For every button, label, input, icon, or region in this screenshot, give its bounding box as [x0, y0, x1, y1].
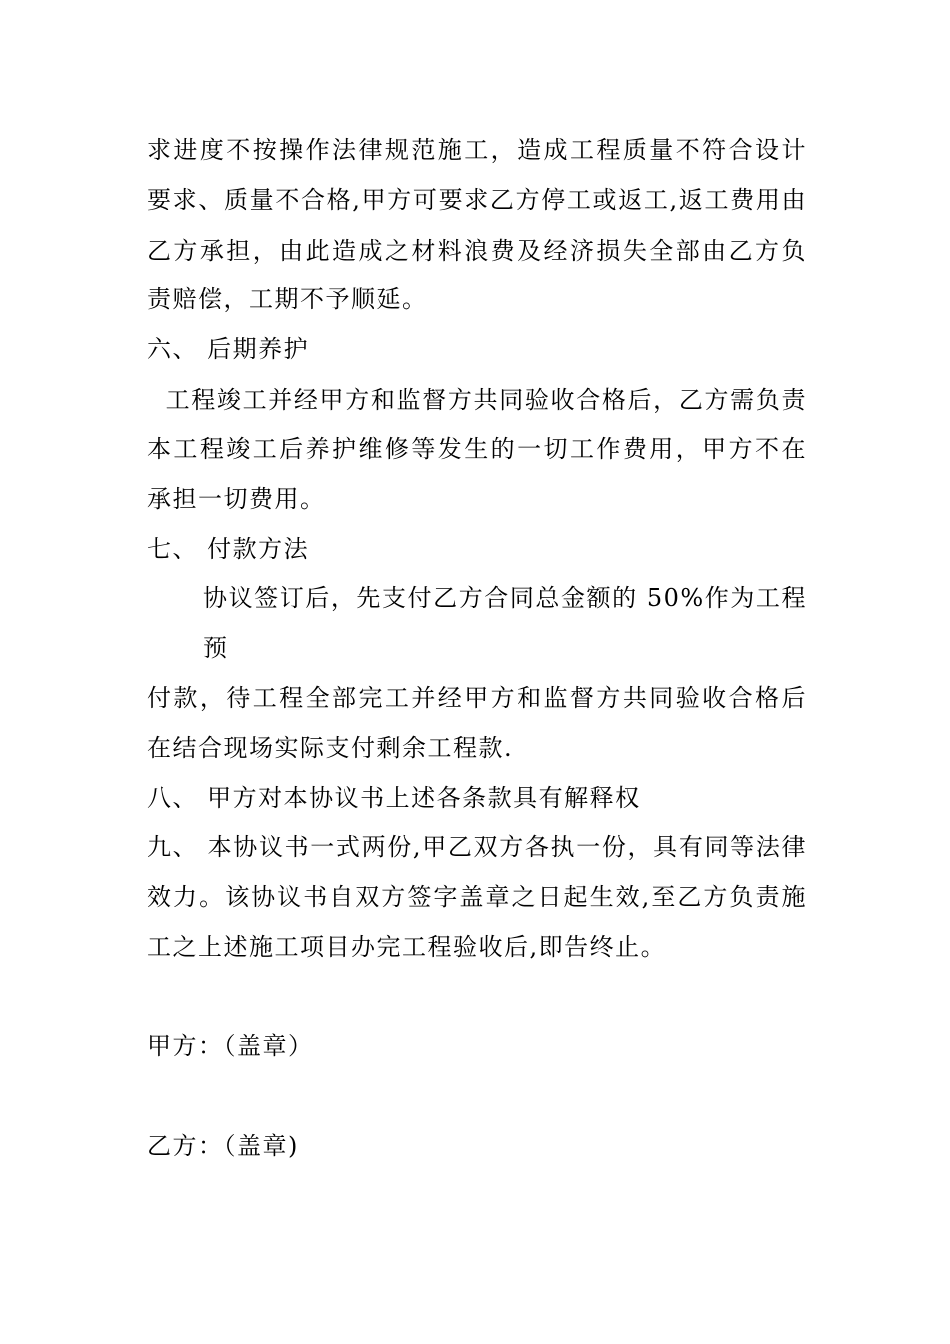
paragraph-line: 本工程竣工后养护维修等发生的一切工作费用，甲方不在 [147, 435, 807, 463]
party-b-signature: 乙方：（盖章) [147, 1132, 299, 1160]
paragraph-line: 责赔偿，工期不予顺延。 [147, 285, 428, 313]
paragraph-line: 乙方承担，由此造成之材料浪费及经济损失全部由乙方负 [147, 237, 807, 265]
party-a-signature: 甲方：（盖章） [147, 1032, 314, 1060]
paragraph-line: 效力。该协议书自双方签字盖章之日起生效,至乙方负责施 [147, 883, 807, 911]
paragraph-line: 在结合现场实际支付剩余工程款. [147, 734, 514, 762]
paragraph-line: 承担一切费用。 [147, 485, 326, 513]
section-heading-9: 九、 本协议书一式两份,甲乙双方各执一份，具有同等法律 [147, 833, 807, 861]
paragraph-line: 工之上述施工项目办完工程验收后,即告终止。 [147, 933, 667, 961]
paragraph-line: 要求、质量不合格,甲方可要求乙方停工或返工,返工费用由 [147, 186, 807, 214]
section-heading-7: 七、 付款方法 [147, 535, 310, 563]
section-heading-8: 八、 甲方对本协议书上述各条款具有解释权 [147, 784, 641, 812]
paragraph-line: 求进度不按操作法律规范施工，造成工程质量不符合设计 [147, 136, 807, 164]
paragraph-line: 付款，待工程全部完工并经甲方和监督方共同验收合格后 [147, 684, 807, 712]
paragraph-line: 工程竣工并经甲方和监督方共同验收合格后，乙方需负责 [147, 386, 807, 414]
paragraph-line: 协议签订后，先支付乙方合同总金额的 50%作为工程 [203, 584, 807, 612]
section-heading-6: 六、 后期养护 [147, 335, 310, 363]
paragraph-line: 预 [203, 634, 229, 662]
